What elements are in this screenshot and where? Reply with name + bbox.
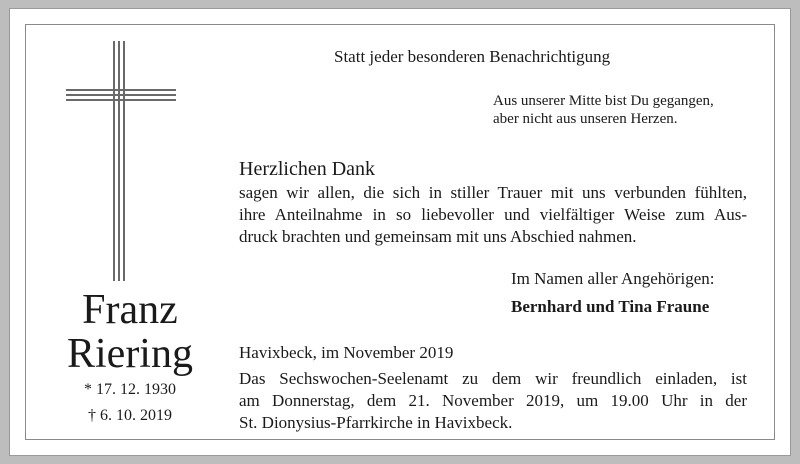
signature-names: Bernhard und Tina Fraune <box>511 297 710 316</box>
cross-icon <box>66 41 176 281</box>
header-text: Statt jeder besonderen Benachrichtigung <box>334 47 611 66</box>
signature-intro: Im Namen aller Angehörigen: <box>511 269 715 288</box>
notice-line-3: St. Dionysius-Pfarrkirche in Havixbeck. <box>239 413 513 432</box>
last-name: Riering <box>67 331 193 377</box>
quote-line-1: Aus unserer Mitte bist Du gegangen, <box>493 93 714 109</box>
thanks-line-1: sagen wir allen, die sich in stiller Trauer mit uns verbunden fühlten, <box>239 183 747 202</box>
death-date: † 6. 10. 2019 <box>88 407 172 424</box>
thanks-heading: Herzlichen Dank <box>239 158 376 180</box>
birth-date: * 17. 12. 1930 <box>84 381 176 398</box>
place-date: Havixbeck, im November 2019 <box>239 343 454 362</box>
first-name: Franz <box>82 287 178 333</box>
quote-line-2: aber nicht aus unseren Herzen. <box>493 111 678 127</box>
notice-line-2: am Donnerstag, dem 21. November 2019, um 19.00 Uhr in der <box>239 391 747 410</box>
notice-line-1: Das Sechswochen-Seelenamt zu dem wir freundlich einladen, ist <box>239 369 747 388</box>
thanks-line-3: druck brachten und gemeinsam mit uns Abschied nahmen. <box>239 227 637 246</box>
thanks-line-2: ihre Anteilnahme in so liebevoller und vielfältiger Weise zum Aus- <box>239 205 747 224</box>
